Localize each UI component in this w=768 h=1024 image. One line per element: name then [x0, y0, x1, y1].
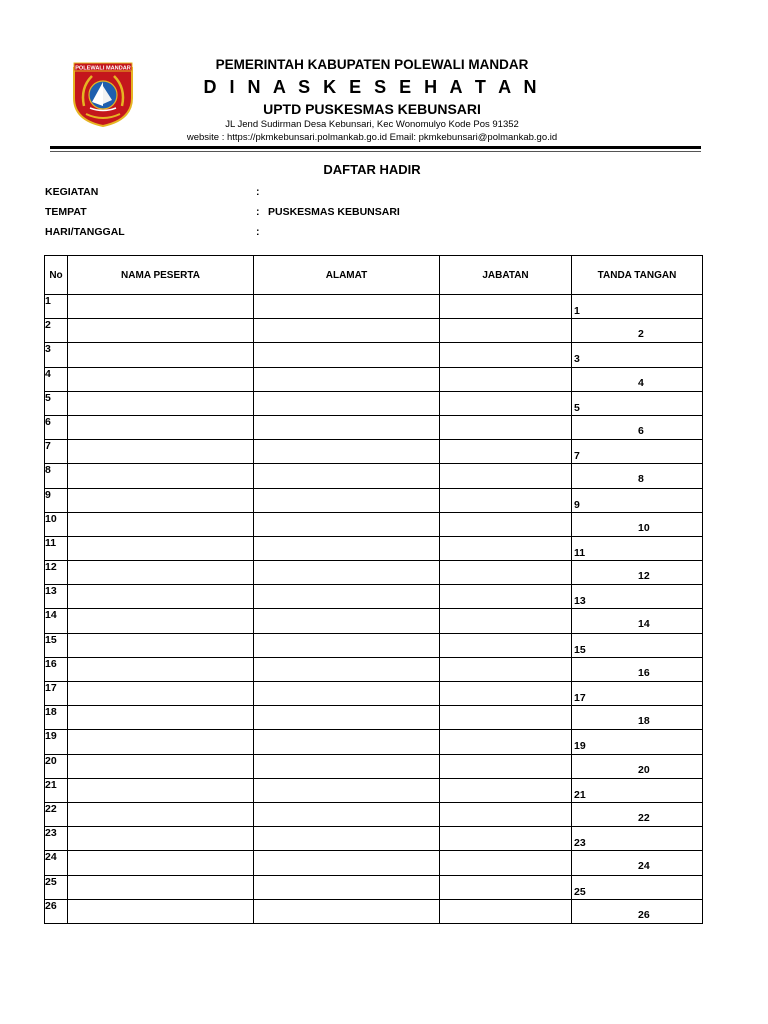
alamat-cell[interactable] [254, 536, 440, 560]
table-row [45, 440, 703, 464]
row-number: 24 [45, 851, 68, 875]
signature-number: 26 [638, 908, 650, 921]
alamat-cell[interactable] [254, 657, 440, 681]
nama-peserta-cell[interactable] [68, 415, 254, 439]
signature-number: 8 [638, 473, 644, 486]
signature-number: 4 [638, 376, 644, 389]
signature-number: 19 [574, 740, 586, 753]
row-number: 19 [45, 730, 68, 754]
nama-peserta-cell[interactable] [68, 754, 254, 778]
signature-cell[interactable] [572, 609, 703, 633]
signature-number: 20 [638, 763, 650, 776]
field-label-hari-tanggal: HARI/TANGGAL [45, 226, 125, 238]
row-number: 21 [45, 778, 68, 802]
signature-cell[interactable] [572, 440, 703, 464]
jabatan-cell[interactable] [440, 875, 572, 899]
field-value-tempat[interactable]: PUSKESMAS KEBUNSARI [268, 206, 400, 218]
alamat-cell[interactable] [254, 899, 440, 923]
jabatan-cell[interactable] [440, 440, 572, 464]
alamat-cell[interactable] [254, 633, 440, 657]
signature-cell[interactable] [572, 851, 703, 875]
signature-number: 25 [574, 885, 586, 898]
header-nama-peserta: NAMA PESERTA [68, 256, 254, 295]
letterhead-rule-thin [50, 151, 701, 152]
jabatan-cell[interactable] [440, 682, 572, 706]
nama-peserta-cell[interactable] [68, 295, 254, 319]
signature-cell[interactable] [572, 682, 703, 706]
signature-cell[interactable] [572, 512, 703, 536]
jabatan-cell[interactable] [440, 512, 572, 536]
table-row [45, 633, 703, 657]
table-row [45, 706, 703, 730]
table-row [45, 391, 703, 415]
signature-number: 13 [574, 595, 586, 608]
signature-cell[interactable] [572, 899, 703, 923]
row-number: 3 [45, 343, 68, 367]
alamat-cell[interactable] [254, 367, 440, 391]
row-number: 9 [45, 488, 68, 512]
nama-peserta-cell[interactable] [68, 488, 254, 512]
alamat-cell[interactable] [254, 319, 440, 343]
table-row [45, 730, 703, 754]
table-row [45, 827, 703, 851]
row-number: 8 [45, 464, 68, 488]
signature-number: 2 [638, 328, 644, 341]
nama-peserta-cell[interactable] [68, 561, 254, 585]
signature-number: 12 [638, 570, 650, 583]
signature-number: 1 [574, 305, 580, 317]
nama-peserta-cell[interactable] [68, 391, 254, 415]
row-number: 15 [45, 633, 68, 657]
jabatan-cell[interactable] [440, 561, 572, 585]
nama-peserta-cell[interactable] [68, 657, 254, 681]
signature-cell[interactable] [572, 706, 703, 730]
signature-number: 6 [638, 424, 644, 437]
signature-number: 18 [638, 715, 650, 728]
jabatan-cell[interactable] [440, 899, 572, 923]
signature-number: 11 [574, 546, 586, 559]
jabatan-cell[interactable] [440, 827, 572, 851]
signature-cell[interactable] [572, 295, 703, 319]
row-number: 22 [45, 802, 68, 826]
nama-peserta-cell[interactable] [68, 851, 254, 875]
jabatan-cell[interactable] [440, 464, 572, 488]
table-row [45, 778, 703, 802]
signature-cell[interactable] [572, 561, 703, 585]
document-title: DAFTAR HADIR [323, 162, 421, 177]
nama-peserta-cell[interactable] [68, 464, 254, 488]
signature-cell[interactable] [572, 802, 703, 826]
alamat-cell[interactable] [254, 415, 440, 439]
alamat-cell[interactable] [254, 440, 440, 464]
nama-peserta-cell[interactable] [68, 319, 254, 343]
signature-cell[interactable] [572, 391, 703, 415]
signature-cell[interactable] [572, 464, 703, 488]
signature-cell[interactable] [572, 730, 703, 754]
table-row [45, 875, 703, 899]
row-number: 7 [45, 440, 68, 464]
alamat-cell[interactable] [254, 609, 440, 633]
table-row [45, 464, 703, 488]
row-number: 10 [45, 512, 68, 536]
table-row [45, 295, 703, 319]
table-row [45, 561, 703, 585]
nama-peserta-cell[interactable] [68, 367, 254, 391]
signature-cell[interactable] [572, 343, 703, 367]
address-line: JL Jend Sudirman Desa Kebunsari, Kec Wonomulyo Kode Pos 91352 [225, 119, 519, 130]
row-number: 18 [45, 706, 68, 730]
nama-peserta-cell[interactable] [68, 706, 254, 730]
row-number: 23 [45, 827, 68, 851]
nama-peserta-cell[interactable] [68, 633, 254, 657]
header-no: No [45, 256, 68, 295]
table-row [45, 319, 703, 343]
jabatan-cell[interactable] [440, 778, 572, 802]
jabatan-cell[interactable] [440, 319, 572, 343]
field-colon: : [256, 206, 260, 218]
signature-number: 3 [574, 353, 580, 366]
nama-peserta-cell[interactable] [68, 875, 254, 899]
jabatan-cell[interactable] [440, 754, 572, 778]
nama-peserta-cell[interactable] [68, 536, 254, 560]
row-number: 6 [45, 415, 68, 439]
letterhead-rule-thick [50, 146, 701, 149]
nama-peserta-cell[interactable] [68, 682, 254, 706]
signature-cell[interactable] [572, 415, 703, 439]
signature-number: 22 [638, 811, 650, 824]
signature-number: 10 [638, 521, 650, 534]
signature-cell[interactable] [572, 754, 703, 778]
table-row [45, 536, 703, 560]
alamat-cell[interactable] [254, 391, 440, 415]
alamat-cell[interactable] [254, 827, 440, 851]
attendance-table [44, 255, 703, 924]
unit-name: UPTD PUSKESMAS KEBUNSARI [263, 101, 481, 117]
signature-cell[interactable] [572, 488, 703, 512]
signature-number: 23 [574, 837, 586, 850]
nama-peserta-cell[interactable] [68, 609, 254, 633]
signature-number: 17 [574, 692, 586, 704]
row-number: 11 [45, 536, 68, 560]
row-number: 5 [45, 391, 68, 415]
alamat-cell[interactable] [254, 730, 440, 754]
table-row [45, 367, 703, 391]
signature-cell[interactable] [572, 319, 703, 343]
jabatan-cell[interactable] [440, 415, 572, 439]
row-number: 20 [45, 754, 68, 778]
table-row [45, 754, 703, 778]
nama-peserta-cell[interactable] [68, 802, 254, 826]
signature-number: 24 [638, 860, 650, 873]
government-name: PEMERINTAH KABUPATEN POLEWALI MANDAR [215, 57, 529, 72]
header-alamat: ALAMAT [254, 256, 440, 295]
nama-peserta-cell[interactable] [68, 778, 254, 802]
jabatan-cell[interactable] [440, 391, 572, 415]
jabatan-cell[interactable] [440, 585, 572, 609]
alamat-cell[interactable] [254, 561, 440, 585]
nama-peserta-cell[interactable] [68, 440, 254, 464]
alamat-cell[interactable] [254, 295, 440, 319]
jabatan-cell[interactable] [440, 706, 572, 730]
jabatan-cell[interactable] [440, 609, 572, 633]
signature-number: 16 [638, 666, 650, 679]
table-header-row [45, 256, 703, 295]
alamat-cell[interactable] [254, 682, 440, 706]
table-row [45, 585, 703, 609]
nama-peserta-cell[interactable] [68, 899, 254, 923]
signature-number: 21 [574, 788, 586, 801]
signature-number: 7 [574, 450, 580, 463]
signature-cell[interactable] [572, 827, 703, 851]
alamat-cell[interactable] [254, 802, 440, 826]
row-number: 16 [45, 657, 68, 681]
row-number: 4 [45, 367, 68, 391]
alamat-cell[interactable] [254, 851, 440, 875]
table-row [45, 488, 703, 512]
table-row [45, 657, 703, 681]
row-number: 1 [45, 295, 68, 319]
logo-text: POLEWALI MANDAR [75, 65, 131, 72]
jabatan-cell[interactable] [440, 295, 572, 319]
jabatan-cell[interactable] [440, 730, 572, 754]
alamat-cell[interactable] [254, 585, 440, 609]
nama-peserta-cell[interactable] [68, 343, 254, 367]
field-colon: : [256, 226, 260, 238]
signature-cell[interactable] [572, 367, 703, 391]
alamat-cell[interactable] [254, 754, 440, 778]
jabatan-cell[interactable] [440, 851, 572, 875]
alamat-cell[interactable] [254, 488, 440, 512]
field-label-kegiatan: KEGIATAN [45, 186, 99, 198]
polewali-mandar-emblem [72, 60, 134, 128]
signature-cell[interactable] [572, 585, 703, 609]
table-row [45, 802, 703, 826]
jabatan-cell[interactable] [440, 633, 572, 657]
field-colon: : [256, 186, 260, 198]
row-number: 26 [45, 899, 68, 923]
table-row [45, 512, 703, 536]
table-row [45, 851, 703, 875]
signature-cell[interactable] [572, 778, 703, 802]
jabatan-cell[interactable] [440, 343, 572, 367]
header-jabatan: JABATAN [440, 256, 572, 295]
alamat-cell[interactable] [254, 343, 440, 367]
jabatan-cell[interactable] [440, 488, 572, 512]
row-number: 17 [45, 682, 68, 706]
signature-cell[interactable] [572, 536, 703, 560]
nama-peserta-cell[interactable] [68, 827, 254, 851]
header-tanda-tangan: TANDA TANGAN [572, 256, 703, 295]
row-number: 12 [45, 561, 68, 585]
table-row [45, 415, 703, 439]
signature-cell[interactable] [572, 633, 703, 657]
alamat-cell[interactable] [254, 778, 440, 802]
jabatan-cell[interactable] [440, 536, 572, 560]
signature-cell[interactable] [572, 875, 703, 899]
field-label-tempat: TEMPAT [45, 206, 87, 218]
jabatan-cell[interactable] [440, 657, 572, 681]
row-number: 2 [45, 319, 68, 343]
nama-peserta-cell[interactable] [68, 730, 254, 754]
signature-number: 15 [574, 643, 586, 656]
alamat-cell[interactable] [254, 706, 440, 730]
table-row [45, 899, 703, 923]
row-number: 14 [45, 609, 68, 633]
signature-cell[interactable] [572, 657, 703, 681]
row-number: 13 [45, 585, 68, 609]
nama-peserta-cell[interactable] [68, 512, 254, 536]
jabatan-cell[interactable] [440, 802, 572, 826]
jabatan-cell[interactable] [440, 367, 572, 391]
alamat-cell[interactable] [254, 464, 440, 488]
signature-number: 5 [574, 401, 580, 414]
website-email-line: website : https://pkmkebunsari.polmankab.go.id Email: pkmkebunsari@polmankab.go.id [186, 132, 558, 143]
agency-name: D I N A S K E S E H A T A N [203, 77, 541, 97]
signature-number: 14 [638, 618, 650, 631]
nama-peserta-cell[interactable] [68, 585, 254, 609]
table-row [45, 609, 703, 633]
table-row [45, 682, 703, 706]
alamat-cell[interactable] [254, 875, 440, 899]
table-row [45, 343, 703, 367]
row-number: 25 [45, 875, 68, 899]
alamat-cell[interactable] [254, 512, 440, 536]
signature-number: 9 [574, 498, 580, 511]
